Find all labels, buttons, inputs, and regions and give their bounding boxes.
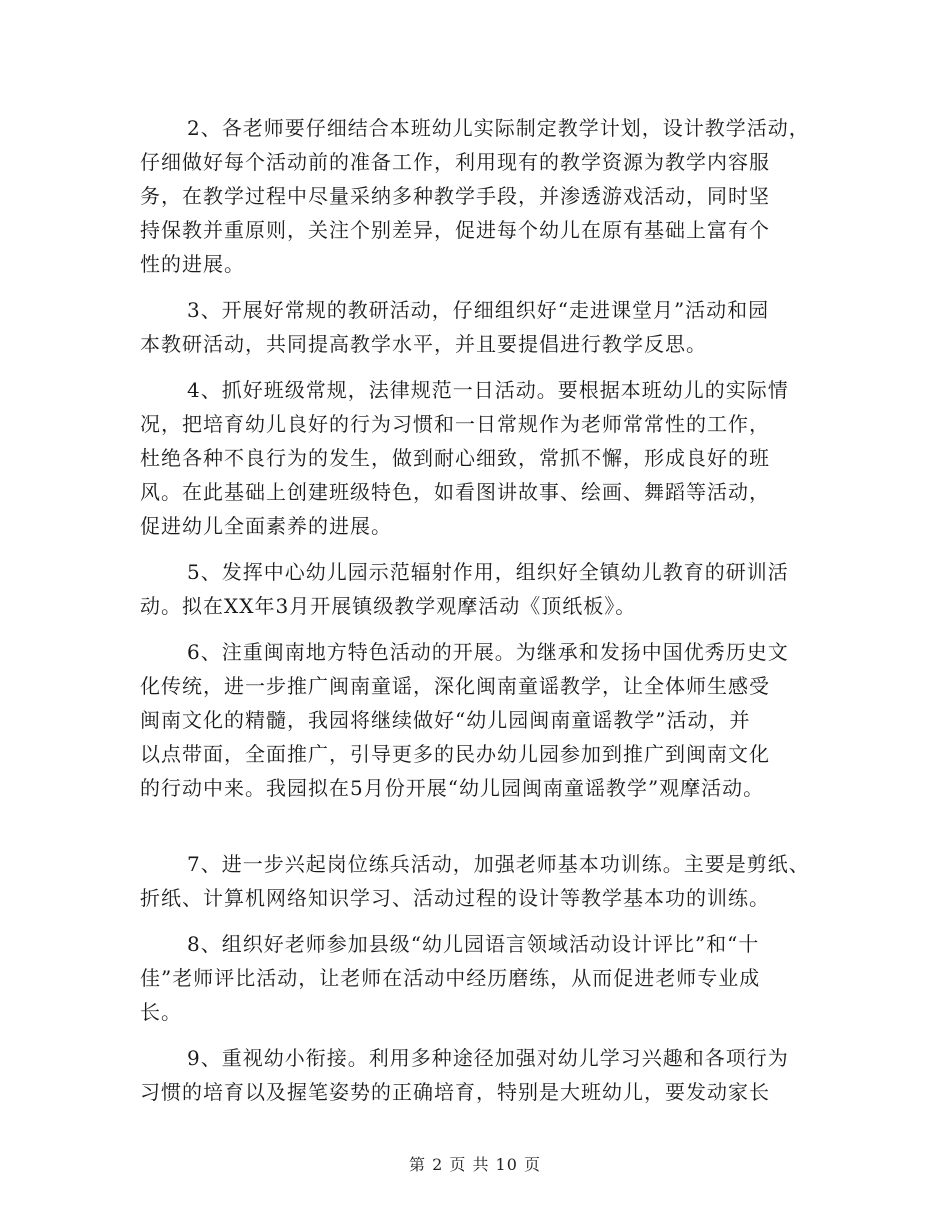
text-line: 习惯的培育以及握笔姿势的正确培育，特别是大班幼儿，要发动家长 bbox=[140, 1080, 770, 1104]
text-line: 2、各老师要仔细结合本班幼儿实际制定教学计划，设计教学活动， bbox=[187, 116, 810, 140]
text-line: 化传统，进一步推广闽南童谣，深化闽南童谣教学，让全体师生感受 bbox=[140, 674, 770, 698]
text-line: 闽南文化的精髓，我园将继续做好“幼儿园闽南童谣教学”活动，并 bbox=[140, 708, 751, 732]
text-line: 风。在此基础上创建班级特色，如看图讲故事、绘画、舞蹈等活动， bbox=[140, 480, 770, 504]
text-line: 杜绝各种不良行为的发生，做到耐心细致，常抓不懈，形成良好的班 bbox=[140, 446, 770, 470]
text-line: 持保教并重原则，关注个别差异，促进每个幼儿在原有基础上富有个 bbox=[140, 218, 770, 242]
text-line: 6、注重闽南地方特色活动的开展。为继承和发扬中国优秀历史文 bbox=[187, 640, 789, 664]
text-line: 的行动中来。我园拟在5月份开展“幼儿园闽南童谣教学”观摩活动。 bbox=[140, 776, 765, 800]
text-line: 8、组织好老师参加县级“幼儿园语言领域活动设计评比”和“十 bbox=[187, 932, 760, 956]
text-line: 仔细做好每个活动前的准备工作，利用现有的教学资源为教学内容服 bbox=[140, 150, 770, 174]
text-line: 本教研活动，共同提高教学水平，并且要提倡进行教学反思。 bbox=[140, 332, 707, 356]
text-line: 3、开展好常规的教研活动，仔细组织好“走进课堂月”活动和园 bbox=[187, 298, 770, 322]
text-line: 9、重视幼小衔接。利用多种途径加强对幼儿学习兴趣和各项行为 bbox=[187, 1046, 789, 1070]
text-line: 5、发挥中心幼儿园示范辐射作用，组织好全镇幼儿教育的研训活 bbox=[187, 560, 789, 584]
text-line: 佳”老师评比活动，让老师在活动中经历磨练，从而促进老师专业成 bbox=[140, 966, 761, 990]
text-line: 长。 bbox=[140, 1000, 182, 1024]
text-line: 折纸、计算机网络知识学习、活动过程的设计等教学基本功的训练。 bbox=[140, 886, 770, 910]
page-number-footer: 第 2 页 共 10 页 bbox=[409, 1155, 541, 1174]
text-line: 务，在教学过程中尽量采纳多种教学手段，并渗透游戏活动，同时坚 bbox=[140, 184, 770, 208]
text-line: 动。拟在XX年3月开展镇级教学观摩活动《顶纸板》。 bbox=[140, 594, 637, 618]
text-line: 7、进一步兴起岗位练兵活动，加强老师基本功训练。主要是剪纸、 bbox=[187, 852, 810, 876]
text-line: 促进幼儿全面素养的进展。 bbox=[140, 514, 392, 538]
text-line: 性的进展。 bbox=[140, 252, 245, 276]
text-line: 4、抓好班级常规，法律规范一日活动。要根据本班幼儿的实际情 bbox=[187, 378, 789, 402]
text-line: 况，把培育幼儿良好的行为习惯和一日常规作为老师常常性的工作， bbox=[140, 412, 770, 436]
text-line: 以点带面，全面推广，引导更多的民办幼儿园参加到推广到闽南文化 bbox=[140, 742, 770, 766]
